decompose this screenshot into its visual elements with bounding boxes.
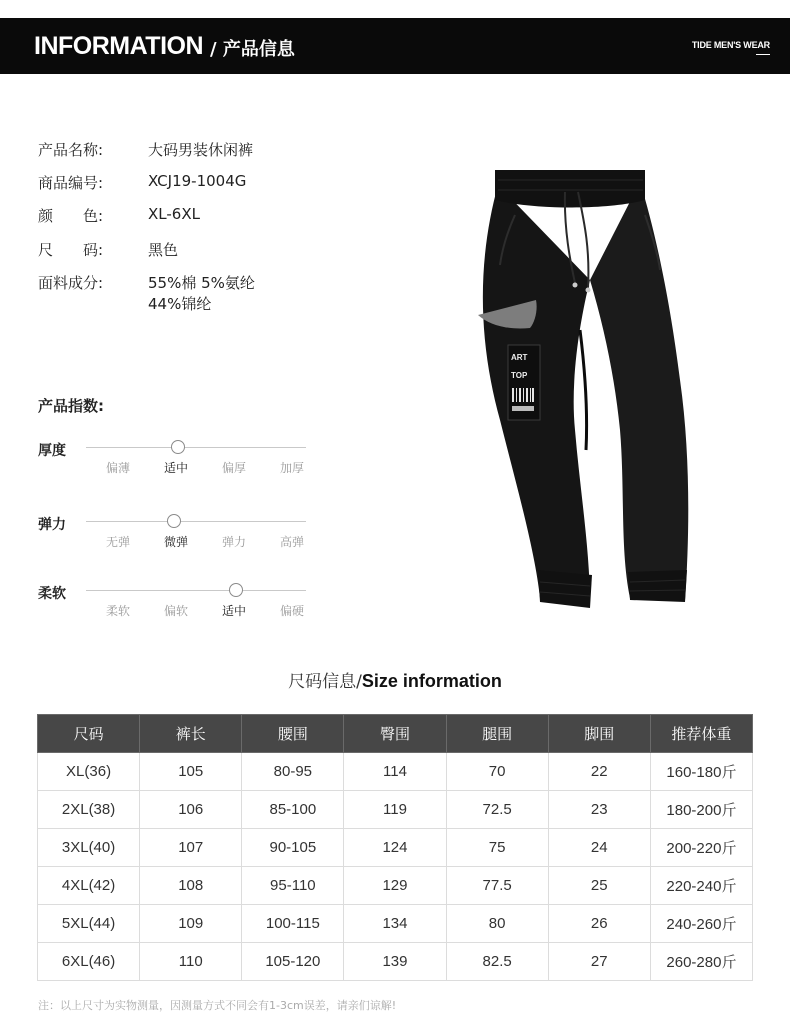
table-row: [38, 905, 753, 943]
table-cell: 23: [548, 791, 650, 829]
meter-knob: [229, 583, 243, 597]
header-cell: 腿围: [446, 715, 548, 753]
meter-option: 适中: [163, 461, 188, 475]
meter-label: 弹力: [38, 517, 66, 533]
table-cell: 70: [446, 753, 548, 791]
table-cell: 85-100: [242, 791, 344, 829]
table-row: [38, 943, 753, 981]
pants-patch-text-art: ART: [511, 353, 528, 362]
table-cell: 72.5: [446, 791, 548, 829]
pants-cuff-left: [538, 570, 592, 608]
table-row: [38, 829, 753, 867]
meter-label: 厚度: [38, 443, 66, 459]
table-cell: 80: [446, 905, 548, 943]
size-title-en: Size information: [361, 671, 502, 691]
header-bar: [0, 18, 790, 74]
table-cell: 100-115: [242, 905, 344, 943]
measurement-note: 注：以上尺寸为实物测量，因测量方式不同会有1-3cm误差，请亲们谅解!: [38, 999, 397, 1012]
table-cell: 105-120: [242, 943, 344, 981]
table-cell: 124: [344, 829, 446, 867]
header-tag: TIDE MEN'S WEAR: [691, 40, 770, 50]
index-title: 产品指数:: [38, 397, 104, 415]
header-subtitle: / 产品信息: [210, 39, 295, 60]
spec-value: XCJ19-1004G: [148, 172, 247, 190]
table-cell: 90-105: [242, 829, 344, 867]
table-cell: 160-180斤: [650, 753, 752, 791]
meter-option: 偏硬: [279, 604, 304, 618]
table-cell: 2XL(38): [38, 791, 140, 829]
meter-knob: [171, 440, 185, 454]
spec-key: 产品名称:: [38, 141, 104, 159]
table-cell: 139: [344, 943, 446, 981]
table-cell: 129: [344, 867, 446, 905]
spec-key: 面料成分:: [38, 274, 104, 292]
table-cell: 220-240斤: [650, 867, 752, 905]
spec-value: 55%棉 5%氨纶: [148, 274, 255, 292]
table-cell: 77.5: [446, 867, 548, 905]
header-cell: 腰围: [242, 715, 344, 753]
meter-track: [86, 447, 306, 448]
size-title-cn: 尺码信息/: [288, 672, 362, 692]
spec-value: 大码男装休闲裤: [148, 141, 254, 159]
pants-waistband: [495, 170, 645, 208]
table-cell: 106: [140, 791, 242, 829]
table-cell: 27: [548, 943, 650, 981]
header-cell: 尺码: [38, 715, 140, 753]
table-cell: 105: [140, 753, 242, 791]
meter-option: 弹力: [221, 535, 246, 549]
table-cell: 114: [344, 753, 446, 791]
table-cell: 110: [140, 943, 242, 981]
meter-option: 加厚: [279, 461, 304, 475]
meter-thickness: [38, 440, 338, 480]
table-row: [38, 791, 753, 829]
meter-option: 无弹: [105, 535, 130, 549]
spec-value-line2: 44%锦纶: [148, 295, 212, 313]
table-cell: 75: [446, 829, 548, 867]
table-cell: 25: [548, 867, 650, 905]
size-info-title: [0, 667, 790, 692]
table-cell: 109: [140, 905, 242, 943]
header-cell: 臀围: [344, 715, 446, 753]
table-cell: 24: [548, 829, 650, 867]
meter-option: 偏软: [163, 604, 188, 618]
meter-option: 偏薄: [105, 461, 130, 475]
table-cell: 134: [344, 905, 446, 943]
table-row: [38, 753, 753, 791]
header-cell: 裤长: [140, 715, 242, 753]
table-cell: 180-200斤: [650, 791, 752, 829]
table-cell: 80-95: [242, 753, 344, 791]
spec-value: XL-6XL: [148, 205, 200, 223]
table-cell: 119: [344, 791, 446, 829]
spec-key: 商品编号:: [38, 174, 104, 192]
table-cell: 260-280斤: [650, 943, 752, 981]
header-tag-underline: [756, 54, 770, 55]
size-table-header: [38, 715, 753, 753]
table-cell: 82.5: [446, 943, 548, 981]
meter-knob: [167, 514, 181, 528]
meter-softness: [38, 583, 338, 623]
table-cell: 22: [548, 753, 650, 791]
pants-right-leg: [590, 182, 688, 600]
header-brand: INFORMATION: [34, 32, 204, 60]
product-pants-image: [440, 130, 740, 630]
meter-option: 偏厚: [221, 461, 246, 475]
meter-track: [86, 521, 306, 522]
table-cell: 200-220斤: [650, 829, 752, 867]
meter-option: 柔软: [105, 604, 130, 618]
table-cell: 5XL(44): [38, 905, 140, 943]
spec-value: 黑色: [148, 241, 179, 259]
spec-key: 颜 色:: [38, 207, 104, 225]
header-cell: 脚围: [548, 715, 650, 753]
table-cell: 240-260斤: [650, 905, 752, 943]
meter-track: [86, 590, 306, 591]
table-cell: 108: [140, 867, 242, 905]
table-cell: 95-110: [242, 867, 344, 905]
table-cell: XL(36): [38, 753, 140, 791]
meter-option: 适中: [221, 604, 246, 618]
meter-elasticity: [38, 514, 338, 554]
header-cell: 推荐体重: [650, 715, 752, 753]
table-cell: 26: [548, 905, 650, 943]
table-cell: 3XL(40): [38, 829, 140, 867]
table-row: [38, 867, 753, 905]
size-table: [37, 714, 753, 981]
table-cell: 6XL(46): [38, 943, 140, 981]
table-cell: 4XL(42): [38, 867, 140, 905]
meter-option: 高弹: [279, 535, 304, 549]
pants-cuff-right: [628, 570, 687, 602]
table-cell: 107: [140, 829, 242, 867]
pants-patch-text-top: TOP: [511, 371, 528, 380]
meter-label: 柔软: [38, 586, 66, 602]
spec-key: 尺 码:: [38, 241, 104, 259]
meter-option: 微弹: [163, 535, 188, 549]
